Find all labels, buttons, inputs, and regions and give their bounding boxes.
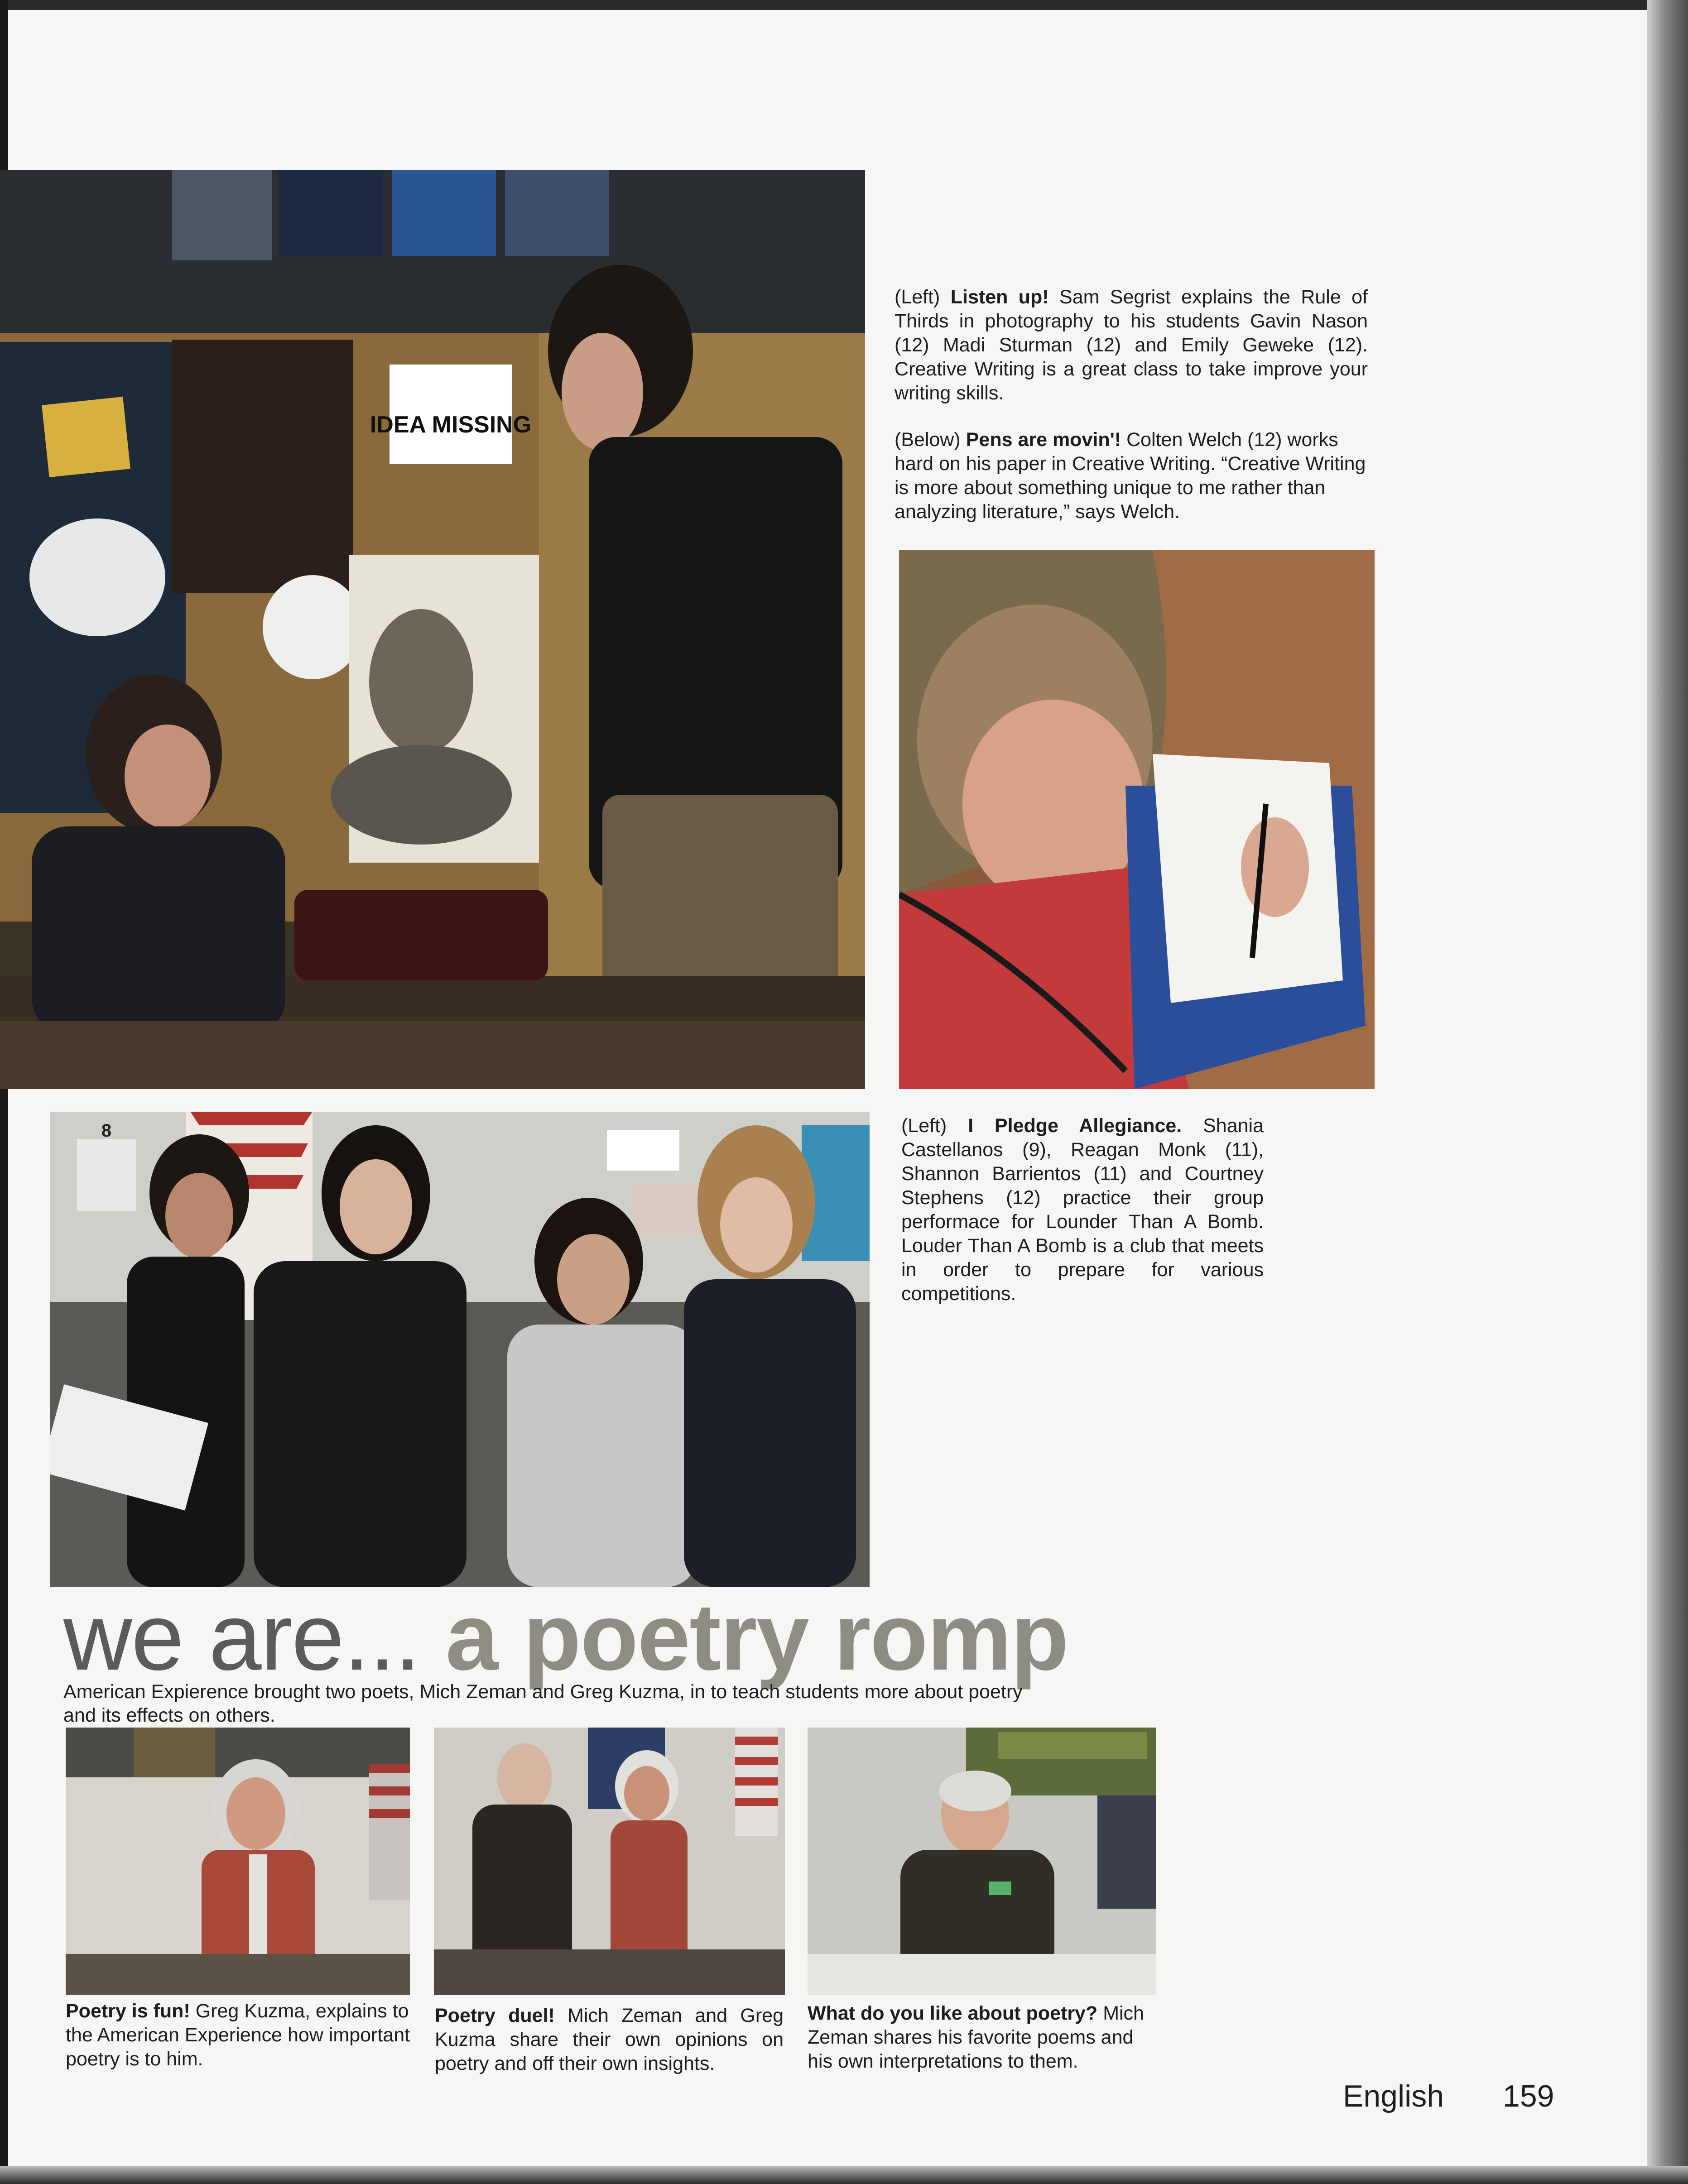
caption-lead: Poetry is fun!: [66, 2000, 190, 2022]
caption-text: Mich Zeman shares his favorite poems and his own interpretations to them.: [808, 2002, 1144, 2072]
caption-text: Colten Welch (12) works hard on his paper in Creative Writing. “Creative Writing is more about something unique to me rather than analyzing literature,” says Welch.: [894, 429, 1366, 523]
caption-text: Shania Castellanos (9), Reagan Monk (11), Shannon Barrientos (11) and Courtney Stephens (12) practice their group performace for Lounder Than A Bomb. Louder Than A Bomb is a club that meets in order to prepare for various competitions.: [901, 1115, 1264, 1305]
caption-lead: Listen up!: [950, 286, 1049, 308]
folio-page-number: 159: [1503, 2079, 1554, 2113]
caption-lead: Pens are movin'!: [966, 429, 1121, 451]
caption-prefix: (Left): [894, 286, 940, 308]
caption-prefix: (Below): [894, 429, 961, 451]
headline-part-2: a poetry romp: [445, 1584, 1068, 1690]
caption-poetry-duel: [435, 2004, 784, 2076]
photo-student-writing: [899, 550, 1375, 1089]
photo-pledge-allegiance: [50, 1112, 870, 1587]
caption-lead: What do you like about poetry?: [808, 2002, 1098, 2024]
scan-edge-top: [0, 0, 1688, 10]
photo-poetry-like: [808, 1728, 1156, 1995]
caption-poetry-fun: [66, 1999, 414, 2071]
headline-part-1: we are...: [63, 1584, 420, 1690]
headline: [63, 1585, 1068, 1689]
caption-lead: Poetry duel!: [435, 2005, 555, 2026]
caption-poetry-like: [808, 2002, 1159, 2074]
photo-poetry-fun: [66, 1728, 410, 1995]
caption-listen-up: [894, 285, 1368, 405]
caption-prefix: (Left): [901, 1115, 947, 1137]
caption-pledge-allegiance: [901, 1114, 1264, 1306]
photo-room-number: 8: [101, 1121, 112, 1141]
caption-text: Greg Kuzma, explains to the American Experience how important poetry is to him.: [66, 2000, 410, 2070]
photo-classroom-teacher: [0, 170, 865, 1089]
caption-text: Mich Zeman and Greg Kuzma share their own opinions on poetry and off their own insights.: [435, 2005, 784, 2074]
scan-edge-bottom: [0, 2166, 1688, 2184]
caption-pens-are-movin: [894, 428, 1368, 524]
caption-lead: I Pledge Allegiance.: [968, 1115, 1182, 1137]
folio-section: English: [1343, 2079, 1444, 2113]
book-edge-right: [1647, 0, 1688, 2184]
photo-poetry-duel: [434, 1728, 785, 1995]
caption-text: Sam Segrist explains the Rule of Thirds in photography to his students Gavin Nason (12) Madi Sturman (12) and Emily Geweke (12). Creative Writing is a great class to take improve your writing skills.: [894, 286, 1368, 404]
deck-text: American Expierence brought two poets, Mich Zeman and Greg Kuzma, in to teach students more about poetry and its effects on others.: [63, 1681, 1023, 1726]
photo-sign-text: IDEA MISSING: [370, 412, 532, 438]
